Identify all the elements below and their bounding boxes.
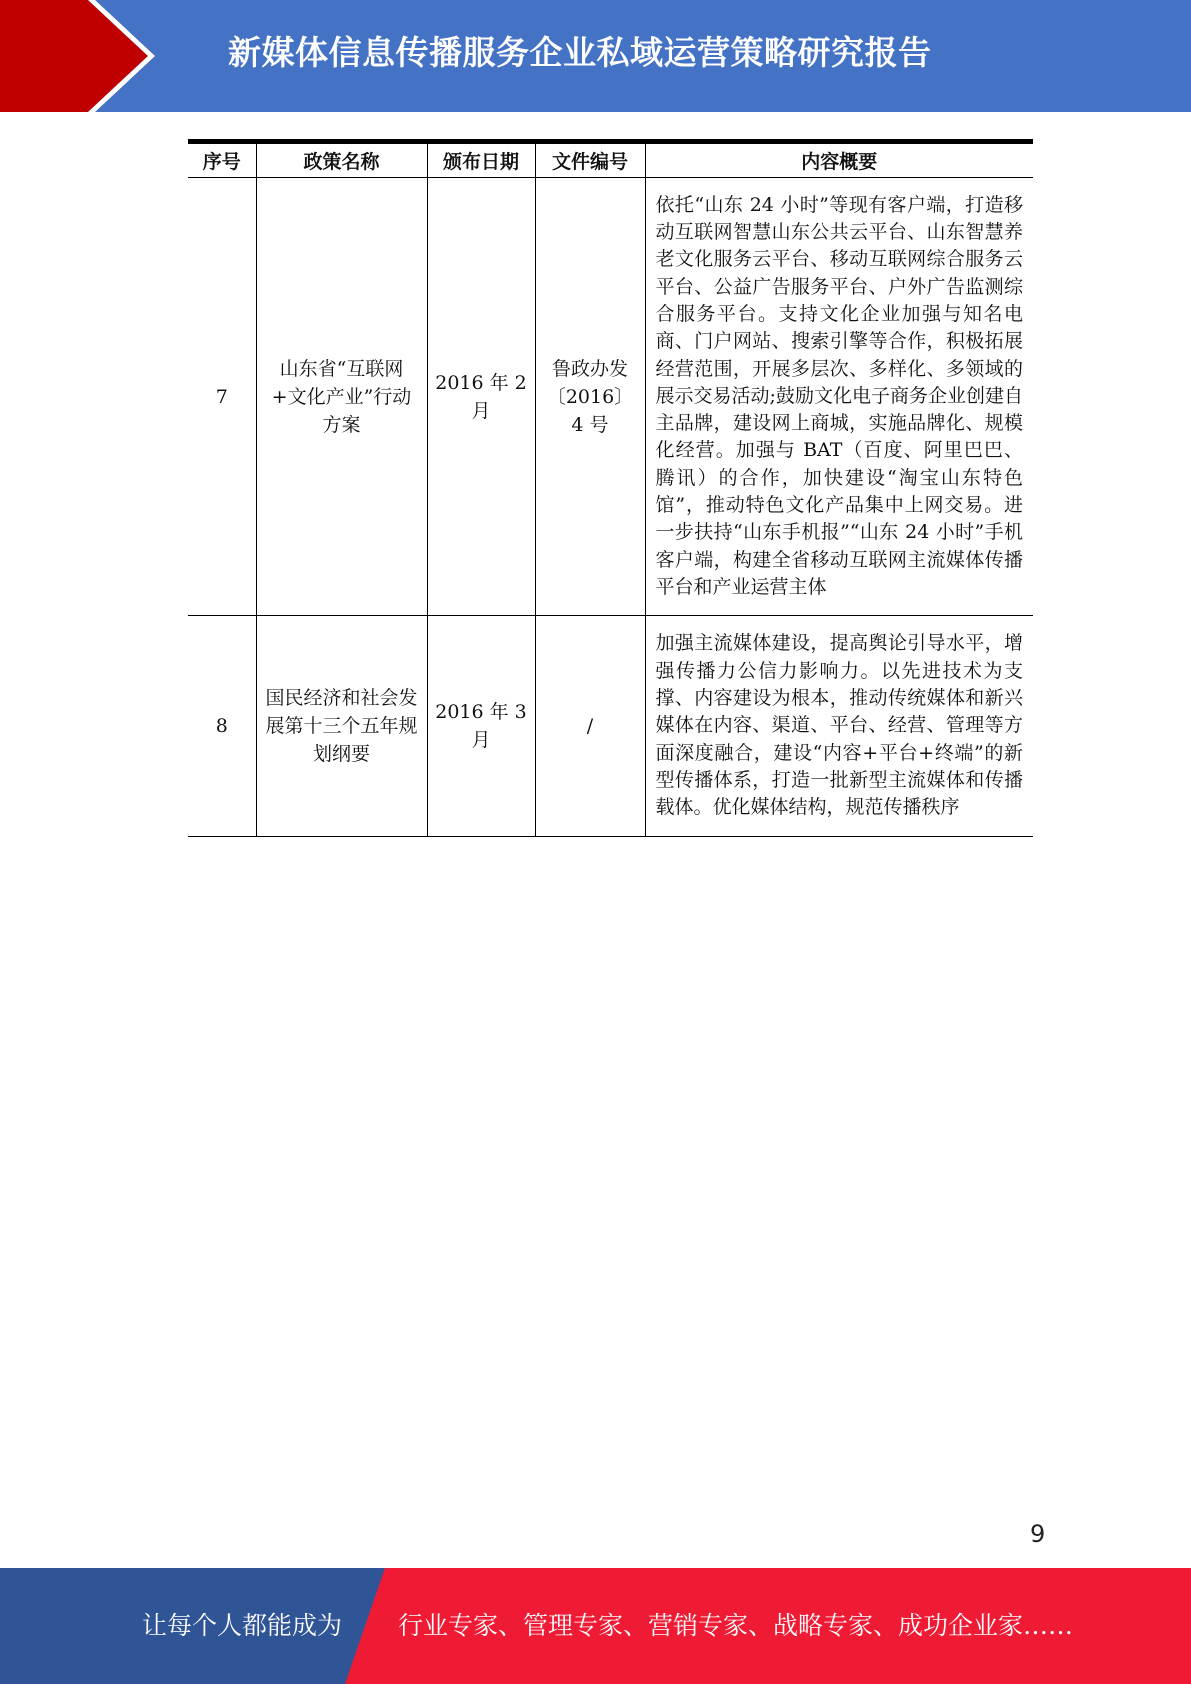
column-header-date: 颁布日期 (427, 142, 535, 178)
content-summary: 加强主流媒体建设，提高舆论引导水平，增强传播力公信力影响力。以先进技术为支撑、内容建设为根本，推动传统媒体和新兴媒体在内容、渠道、平台、经营、管理等方面深度融合，建设“内容+平台+终端”的新型传播体系，打造一批新型主流媒体和传播载体。优化媒体结构，规范传播秩序 (645, 616, 1033, 837)
footer-slogan-right: 行业专家、管理专家、营销专家、战略专家、成功企业家…… (398, 1611, 1074, 1640)
column-header-doc-no: 文件编号 (535, 142, 645, 178)
row-number: 7 (188, 178, 256, 616)
table-row (188, 178, 1033, 616)
page-number: 9 (1030, 1520, 1046, 1548)
page-footer (0, 1568, 1191, 1684)
column-header-no: 序号 (188, 142, 256, 178)
page-header (0, 0, 1191, 112)
policy-table (188, 139, 1033, 837)
policy-name: 国民经济和社会发展第十三个五年规划纲要 (256, 616, 427, 837)
row-number: 8 (188, 616, 256, 837)
policy-name: 山东省“互联网+文化产业”行动方案 (256, 178, 427, 616)
footer-slogan-left: 让每个人都能成为 (142, 1611, 343, 1640)
column-header-summary: 内容概要 (645, 142, 1033, 178)
table-header-row (188, 142, 1033, 178)
issue-date: 2016 年 2 月 (427, 178, 535, 616)
table-row (188, 616, 1033, 837)
issue-date: 2016 年 3 月 (427, 616, 535, 837)
content-summary: 依托“山东 24 小时”等现有客户端，打造移动互联网智慧山东公共云平台、山东智慧养老文化服务云平台、移动互联网综合服务云平台、公益广告服务平台、户外广告监测综合服务平台。支持文化企业加强与知名电商、门户网站、搜索引擎等合作，积极拓展经营范围，开展多层次、多样化、多领域的展示交易活动;鼓励文化电子商务企业创建自主品牌，建设网上商城，实施品牌化、规模化经营。加强与 BAT（百度、阿里巴巴、腾讯）的合作，加快建设“淘宝山东特色馆”，推动特色文化产品集中上网交易。进一步扶持“山东手机报”“山东 24 小时”手机客户端，构建全省移动互联网主流媒体传播平台和产业运营主体 (645, 178, 1033, 616)
document-number: / (535, 616, 645, 837)
document-number: 鲁政办发〔2016〕4 号 (535, 178, 645, 616)
report-title: 新媒体信息传播服务企业私域运营策略研究报告 (228, 33, 932, 72)
column-header-name: 政策名称 (256, 142, 427, 178)
